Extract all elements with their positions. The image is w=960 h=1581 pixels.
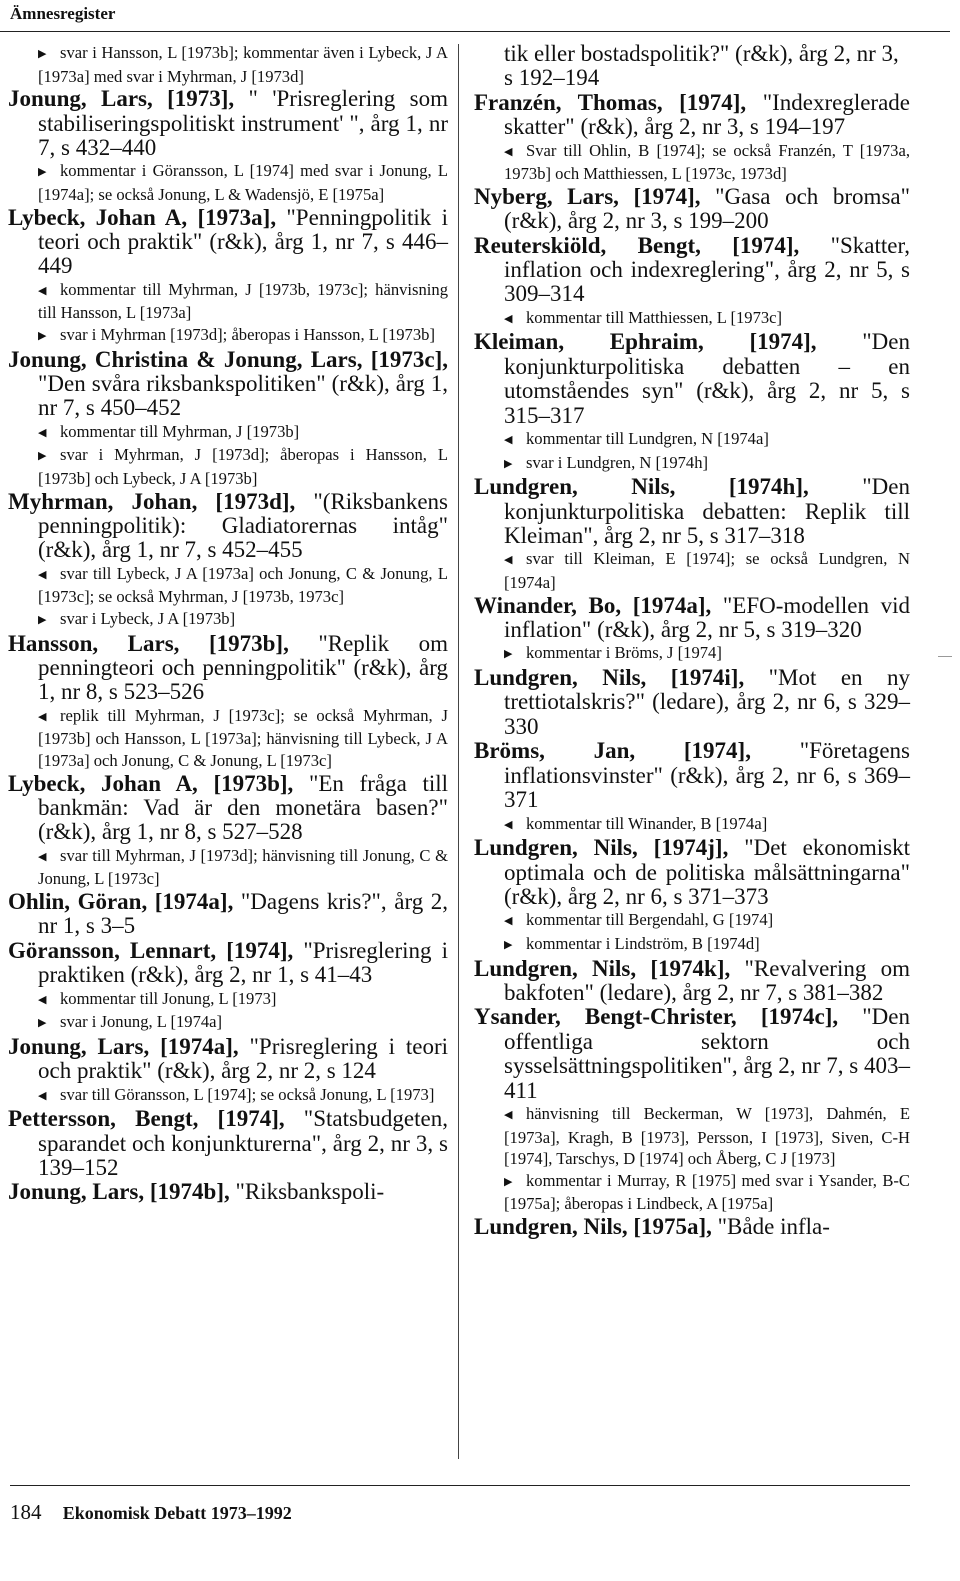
cross-reference — [474, 428, 910, 452]
entry-continuation: tik eller bostadspolitik?" (r&k), årg 2, nr 3, s 192–194 — [504, 41, 899, 91]
triangle-right-icon: ▶ — [38, 614, 47, 626]
index-entry — [8, 1180, 448, 1204]
entry-citation: "Den offentliga sektorn och sysselsättningspolitiken", årg 2, nr 7, s 403–411 — [504, 1004, 910, 1103]
triangle-right-icon: ▶ — [504, 648, 513, 661]
cross-reference-text: svar till Kleiman, E [1974]; se också Lundgren, N [1974a] — [504, 549, 910, 593]
cross-reference — [474, 933, 910, 957]
entry-citation: "EFO-modellen vid inflation" (r&k), årg 2, nr 5, s 319–320 — [504, 592, 910, 643]
index-entry — [474, 1005, 910, 1103]
cross-reference — [8, 563, 448, 608]
cross-reference — [8, 988, 448, 1012]
cross-reference-text: svar i Jonung, L [1974a] — [60, 1012, 223, 1032]
cross-reference — [8, 1011, 448, 1035]
entry-heading: Winander, Bo, [1974a], — [474, 592, 712, 618]
entry-citation: "Revalvering om bakfoten" (ledare), årg 2, nr 7, s 381–382 — [504, 955, 910, 1005]
entry-citation: "Både infla- — [711, 1213, 830, 1239]
entry-heading: Lundgren, Nils, [1974j], — [474, 835, 729, 861]
entry-heading: Lundgren, Nils, [1975a], — [474, 1213, 712, 1239]
index-entry — [8, 1107, 448, 1180]
cross-reference — [8, 608, 448, 632]
entry-citation: "Indexreglerade skatter" (r&k), årg 2, nr 3, s 194–197 — [504, 89, 910, 140]
cross-reference-text: Svar till Ohlin, B [1974]; se också Franzén, T [1973a, 1973b] och Matthiessen, L [1973c, 1973d] — [504, 140, 910, 184]
index-entry — [474, 185, 910, 234]
index-entry — [8, 890, 448, 939]
index-entry — [8, 1035, 448, 1084]
cross-reference — [474, 909, 910, 933]
entry-heading: Lundgren, Nils, [1974i], — [474, 665, 745, 691]
triangle-right-icon: ▶ — [38, 450, 47, 463]
cross-reference — [474, 452, 910, 476]
index-entry — [474, 1215, 910, 1239]
entry-heading: Lybeck, Johan A, [1973a], — [8, 204, 277, 230]
entry-citation: "Penningpolitik i teori och praktik" (r&k), årg 1, nr 7, s 446–449 — [38, 204, 448, 279]
entry-citation: "Den konjunkturpolitiska debatten – en utomståendes syn" (r&k), årg 2, nr 5, s 315–317 — [504, 329, 910, 428]
cross-reference-text: kommentar till Bergendahl, G [1974] — [526, 910, 774, 930]
index-entry — [8, 772, 448, 845]
entry-heading: Nyberg, Lars, [1974], — [474, 183, 701, 209]
cross-reference — [474, 813, 910, 837]
cross-reference-text: kommentar till Winander, B [1974a] — [526, 813, 768, 833]
entry-heading: Reuterskiöld, Bengt, [1974], — [474, 232, 800, 258]
triangle-left-icon: ◀ — [504, 915, 513, 928]
index-entry — [474, 234, 910, 307]
triangle-left-icon: ◀ — [38, 568, 47, 581]
index-entry — [474, 666, 910, 739]
index-entry — [474, 475, 910, 548]
cross-reference-text: svar till Myhrman, J [1973d]; hänvisning till Jonung, C & Jonung, L [1973c] — [38, 845, 448, 889]
cross-reference-text: kommentar till Lundgren, N [1974a] — [526, 429, 769, 449]
entry-citation: "Statsbudgeten, sparandet och konjunkturerna", årg 2, nr 3, s 139–152 — [38, 1106, 448, 1181]
triangle-left-icon: ◀ — [38, 993, 47, 1006]
entry-heading: Ysander, Bengt-Christer, [1974c], — [474, 1004, 839, 1030]
entry-heading: Myhrman, Johan, [1973d], — [8, 488, 296, 514]
triangle-left-icon: ◀ — [504, 145, 513, 158]
entry-citation: "Prisreglering i praktiken (r&k), årg 2, nr 1, s 41–43 — [38, 937, 448, 988]
entry-heading: Franzén, Thomas, [1974], — [474, 89, 747, 115]
triangle-left-icon: ◀ — [504, 554, 513, 567]
index-entry — [8, 490, 448, 563]
cross-reference-text: kommentar i Lindström, B [1974d] — [526, 933, 760, 953]
cross-reference — [8, 279, 448, 324]
footer-rule — [10, 1485, 910, 1486]
cross-reference — [8, 1084, 448, 1108]
triangle-left-icon: ◀ — [38, 426, 47, 439]
entry-citation: "Företagens inflationsvinster" (r&k), årg 2, nr 6, s 369–371 — [504, 738, 910, 813]
cross-reference — [8, 324, 448, 348]
triangle-left-icon: ◀ — [504, 1108, 513, 1121]
cross-reference — [8, 160, 448, 205]
cross-reference — [8, 421, 448, 445]
header-rule — [0, 31, 950, 32]
margin-mark — [938, 656, 952, 657]
entry-heading: Ohlin, Göran, [1974a], — [8, 889, 234, 914]
triangle-left-icon: ◀ — [38, 850, 47, 863]
triangle-right-icon: ▶ — [38, 166, 47, 179]
cross-reference — [474, 548, 910, 593]
triangle-right-icon: ▶ — [38, 48, 47, 60]
running-head: Ämnesregister — [10, 4, 116, 23]
cross-reference-text: svar i Myhrman, J [1973d]; åberopas i Hansson, L [1973b] och Lybeck, J A [1973b] — [38, 445, 448, 488]
cross-reference-text: svar i Myhrman [1973d]; åberopas i Hansson, L [1973b] — [60, 325, 435, 344]
entry-citation: " 'Prisreglering som stabiliseringspolitiskt instrument' ", årg 1, nr 7, s 432–440 — [38, 86, 448, 160]
cross-reference-text: kommentar till Jonung, L [1973] — [60, 988, 277, 1008]
entry-citation: "Prisreglering i teori och praktik" (r&k), årg 2, nr 2, s 124 — [38, 1033, 448, 1084]
page-footer — [10, 1500, 292, 1525]
cross-reference — [474, 1103, 910, 1170]
entry-citation: "Gasa och bromsa" (r&k), årg 2, nr 3, s 199–200 — [504, 183, 910, 234]
cross-reference-text: kommentar i Göransson, L [1974] med svar i Jonung, L [1974a]; se också Jonung, L & Wadensjö, E [1975a] — [38, 161, 448, 204]
cross-reference-text: svar i Hansson, L [1973b]; kommentar även i Lybeck, J A [1973a] med svar i Myhrman, J [1973d] — [38, 43, 448, 86]
entry-citation: "En fråga till bankmän: Vad är den monetära basen?" (r&k), årg 1, nr 8, s 527–528 — [38, 770, 448, 845]
cross-reference-text: kommentar i Bröms, J [1974] — [526, 643, 722, 663]
entry-citation: "Den konjunkturpolitiska debatten: Replik till Kleiman", årg 2, nr 5, s 317–318 — [504, 474, 910, 549]
cross-reference-text: svar till Göransson, L [1974]; se också Jonung, L [1973] — [60, 1084, 435, 1104]
index-entry — [474, 330, 910, 428]
cross-reference-text: kommentar till Myhrman, J [1973b] — [60, 421, 300, 441]
entry-citation: "Det ekonomiskt optimala och de politiska målsättningarna" (r&k), årg 2, nr 6, s 371–373 — [504, 835, 910, 909]
triangle-left-icon: ◀ — [38, 710, 47, 723]
column-divider — [458, 44, 459, 1459]
triangle-right-icon: ▶ — [38, 1017, 47, 1030]
index-entry — [8, 206, 448, 279]
cross-reference — [474, 1170, 910, 1215]
cross-reference — [474, 307, 910, 331]
entry-citation: "Skatter, inflation och indexreglering", årg 2, nr 5, s 309–314 — [504, 232, 910, 307]
entry-heading: Jonung, Lars, [1974a], — [8, 1033, 239, 1059]
cross-reference-text: svar i Lybeck, J A [1973b] — [60, 609, 236, 628]
cross-reference-text: kommentar till Myhrman, J [1973b, 1973c]; hänvisning till Hansson, L [1973a] — [38, 279, 448, 323]
index-entry — [474, 739, 910, 812]
entry-heading: Kleiman, Ephraim, [1974], — [474, 329, 817, 355]
entry-heading: Jonung, Lars, [1974b], — [8, 1179, 230, 1205]
cross-reference-text: replik till Myhrman, J [1973c]; se också Myhrman, J [1973b] och Hansson, L [1973a]; hänvisning till Lybeck, J A [1973a] och Jonung, C & Jonung, L [1973c] — [38, 705, 448, 770]
triangle-right-icon: ▶ — [38, 330, 47, 342]
triangle-right-icon: ▶ — [504, 1175, 513, 1188]
triangle-left-icon: ◀ — [504, 818, 513, 831]
triangle-right-icon: ▶ — [504, 457, 513, 470]
cross-reference — [474, 140, 910, 185]
entry-heading: Hansson, Lars, [1973b], — [8, 630, 289, 656]
cross-reference — [8, 705, 448, 772]
cross-reference-text: svar till Lybeck, J A [1973a] och Jonung, C & Jonung, L [1973c]; se också Myhrman, J [1973b, 1973c] — [38, 563, 448, 607]
index-entry — [474, 594, 910, 643]
entry-citation: "Replik om penningteori och penningpolitik" (r&k), årg 1, nr 8, s 523–526 — [38, 630, 448, 705]
entry-citation: "Mot en ny trettiotalskris?" (ledare), årg 2, nr 6, s 329–330 — [504, 665, 910, 739]
cross-reference-text: svar i Lundgren, N [1974h] — [526, 452, 709, 472]
triangle-left-icon: ◀ — [504, 312, 513, 325]
entry-heading: Göransson, Lennart, [1974], — [8, 937, 294, 963]
cross-reference-text: kommentar i Murray, R [1975] med svar i Ysander, B-C [1975a]; åberopas i Lindbeck, A [1975a] — [504, 1170, 910, 1214]
entry-citation: "(Riksbankens penningpolitik): Gladiatorernas intåg" (r&k), årg 1, nr 7, s 452–455 — [38, 488, 448, 563]
index-entry — [474, 957, 910, 1006]
entry-heading: Jonung, Christina & Jonung, Lars, [1973c], — [8, 346, 448, 372]
cross-reference-text: hänvisning till Beckerman, W [1973], Dahmén, E [1973a], Kragh, B [1973], Persson, I [1973], Siven, C-H [1974], Tarschys, D [1974] och Åberg, C J [1973] — [504, 1103, 910, 1169]
triangle-right-icon: ▶ — [504, 938, 513, 951]
entry-citation: "Riksbankspoli- — [229, 1179, 385, 1205]
index-entry — [8, 348, 448, 421]
triangle-left-icon: ◀ — [38, 1089, 47, 1102]
triangle-left-icon: ◀ — [38, 284, 47, 297]
index-entry — [474, 91, 910, 140]
cross-reference — [8, 444, 448, 489]
cross-reference — [8, 845, 448, 890]
cross-reference — [474, 642, 910, 666]
index-entry — [8, 939, 448, 988]
right-column — [474, 42, 910, 1239]
entry-heading: Lundgren, Nils, [1974k], — [474, 955, 731, 981]
entry-citation: "Dagens kris?", årg 2, nr 1, s 3–5 — [38, 889, 448, 939]
entry-heading: Lundgren, Nils, [1974h], — [474, 474, 809, 500]
index-entry — [474, 836, 910, 909]
entry-citation: "Den svåra riksbankspolitiken" (r&k), årg 1, nr 7, s 450–452 — [38, 371, 448, 421]
page-number: 184 — [10, 1500, 42, 1524]
triangle-left-icon: ◀ — [504, 434, 513, 447]
cross-reference — [8, 42, 448, 87]
left-column — [8, 42, 448, 1205]
publication-title: Ekonomisk Debatt 1973–1992 — [62, 1503, 292, 1523]
index-entry — [8, 632, 448, 705]
index-entry — [8, 87, 448, 160]
entry-heading: Bröms, Jan, [1974], — [474, 738, 751, 764]
cross-reference-text: kommentar till Matthiessen, L [1973c] — [526, 307, 783, 327]
entry-heading: Lybeck, Johan A, [1973b], — [8, 770, 294, 796]
entry-heading: Pettersson, Bengt, [1974], — [8, 1106, 285, 1132]
entry-heading: Jonung, Lars, [1973], — [8, 86, 235, 112]
